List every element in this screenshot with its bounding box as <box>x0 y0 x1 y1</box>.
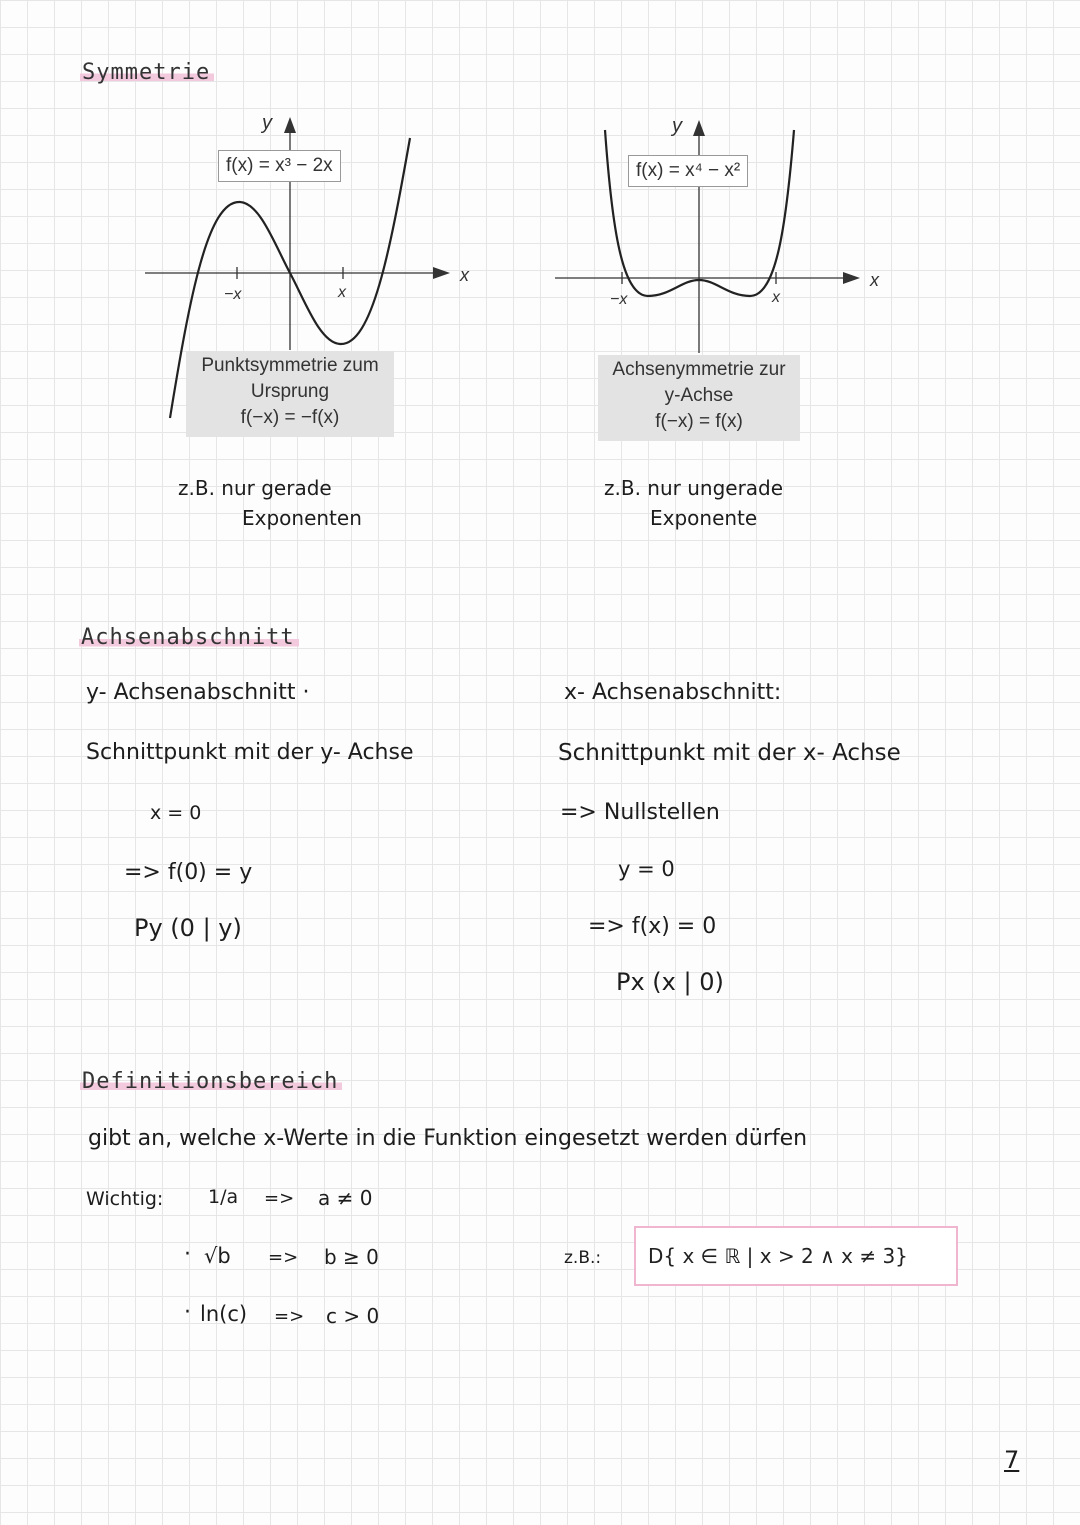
rule-2-expression: √b <box>204 1244 231 1268</box>
x-axis-label: x <box>460 265 469 285</box>
caption-axis-symmetry <box>598 355 800 441</box>
x-intercept-nullstellen: => Nullstellen <box>560 800 720 825</box>
x-axis-label: x <box>870 270 879 290</box>
x-intercept-point: Px (x | 0) <box>616 968 724 996</box>
caption-line: f(−x) = f(x) <box>655 411 743 432</box>
caption-line: Ursprung <box>250 381 330 402</box>
y-axis-label: y <box>262 112 272 134</box>
rule-1-arrow: => <box>264 1188 295 1209</box>
caption-line: Punktsymmetrie zum <box>201 355 379 376</box>
y-intercept-title: y- Achsenabschnitt · <box>86 680 310 705</box>
page-number: 7 <box>1004 1446 1020 1474</box>
section-heading-symmetrie: Symmetrie <box>80 60 214 85</box>
formula-quartic: f(x) = x⁴ − x² <box>628 155 748 187</box>
formula-cubic: f(x) = x³ − 2x <box>218 150 341 182</box>
caption-line: f(−x) = −f(x) <box>240 407 340 428</box>
y-intercept-point: Py (0 | y) <box>134 914 242 942</box>
x-intercept-implies: => f(x) = 0 <box>588 914 717 939</box>
neg-x-tick-label: −x <box>224 286 242 303</box>
note-odd-exponents-2: Exponente <box>650 506 758 530</box>
rule-3-expression: ln(c) <box>200 1302 248 1326</box>
caption-line: y-Achse <box>664 385 734 406</box>
note-even-exponents: z.B. nur gerade <box>178 476 332 500</box>
rule-1-condition: a ≠ 0 <box>318 1186 373 1210</box>
y-intercept-desc: Schnittpunkt mit der y- Achse <box>86 740 414 765</box>
note-odd-exponents: z.B. nur ungerade <box>604 476 784 500</box>
y-intercept-implies: => f(0) = y <box>124 860 253 885</box>
rule-bullet: · <box>184 1300 191 1325</box>
rule-2-condition: b ≥ 0 <box>324 1245 379 1269</box>
y-intercept-condition: x = 0 <box>150 802 202 824</box>
caption-line: Achsenymmetrie zur <box>612 359 786 380</box>
x-intercept-condition: y = 0 <box>618 857 675 881</box>
rule-bullet: · <box>184 1242 191 1267</box>
x-intercept-desc: Schnittpunkt mit der x- Achse <box>558 740 901 766</box>
y-axis-label: y <box>672 115 682 137</box>
neg-x-tick-label: −x <box>610 291 628 308</box>
example-label: z.B.: <box>564 1248 602 1268</box>
pos-x-tick-label: x <box>772 289 780 306</box>
rule-3-condition: c > 0 <box>326 1304 380 1328</box>
pos-x-tick-label: x <box>338 284 346 301</box>
note-even-exponents-2: Exponenten <box>242 506 362 530</box>
x-intercept-title: x- Achsenabschnitt: <box>564 680 782 705</box>
caption-point-symmetry <box>186 351 394 437</box>
rule-3-arrow: => <box>274 1306 305 1327</box>
domain-example: D{ x ∈ ℝ | x > 2 ∧ x ≠ 3} <box>634 1226 958 1286</box>
rule-1-expression: 1/a <box>208 1186 239 1208</box>
section-heading-achsenabschnitt: Achsenabschnitt <box>79 625 299 650</box>
section-heading-definitionsbereich: Definitionsbereich <box>80 1069 342 1094</box>
rule-2-arrow: => <box>268 1247 299 1268</box>
definition-description: gibt an, welche x-Werte in die Funktion eingesetzt werden dürfen <box>88 1126 808 1151</box>
wichtig-label: Wichtig: <box>86 1188 164 1210</box>
